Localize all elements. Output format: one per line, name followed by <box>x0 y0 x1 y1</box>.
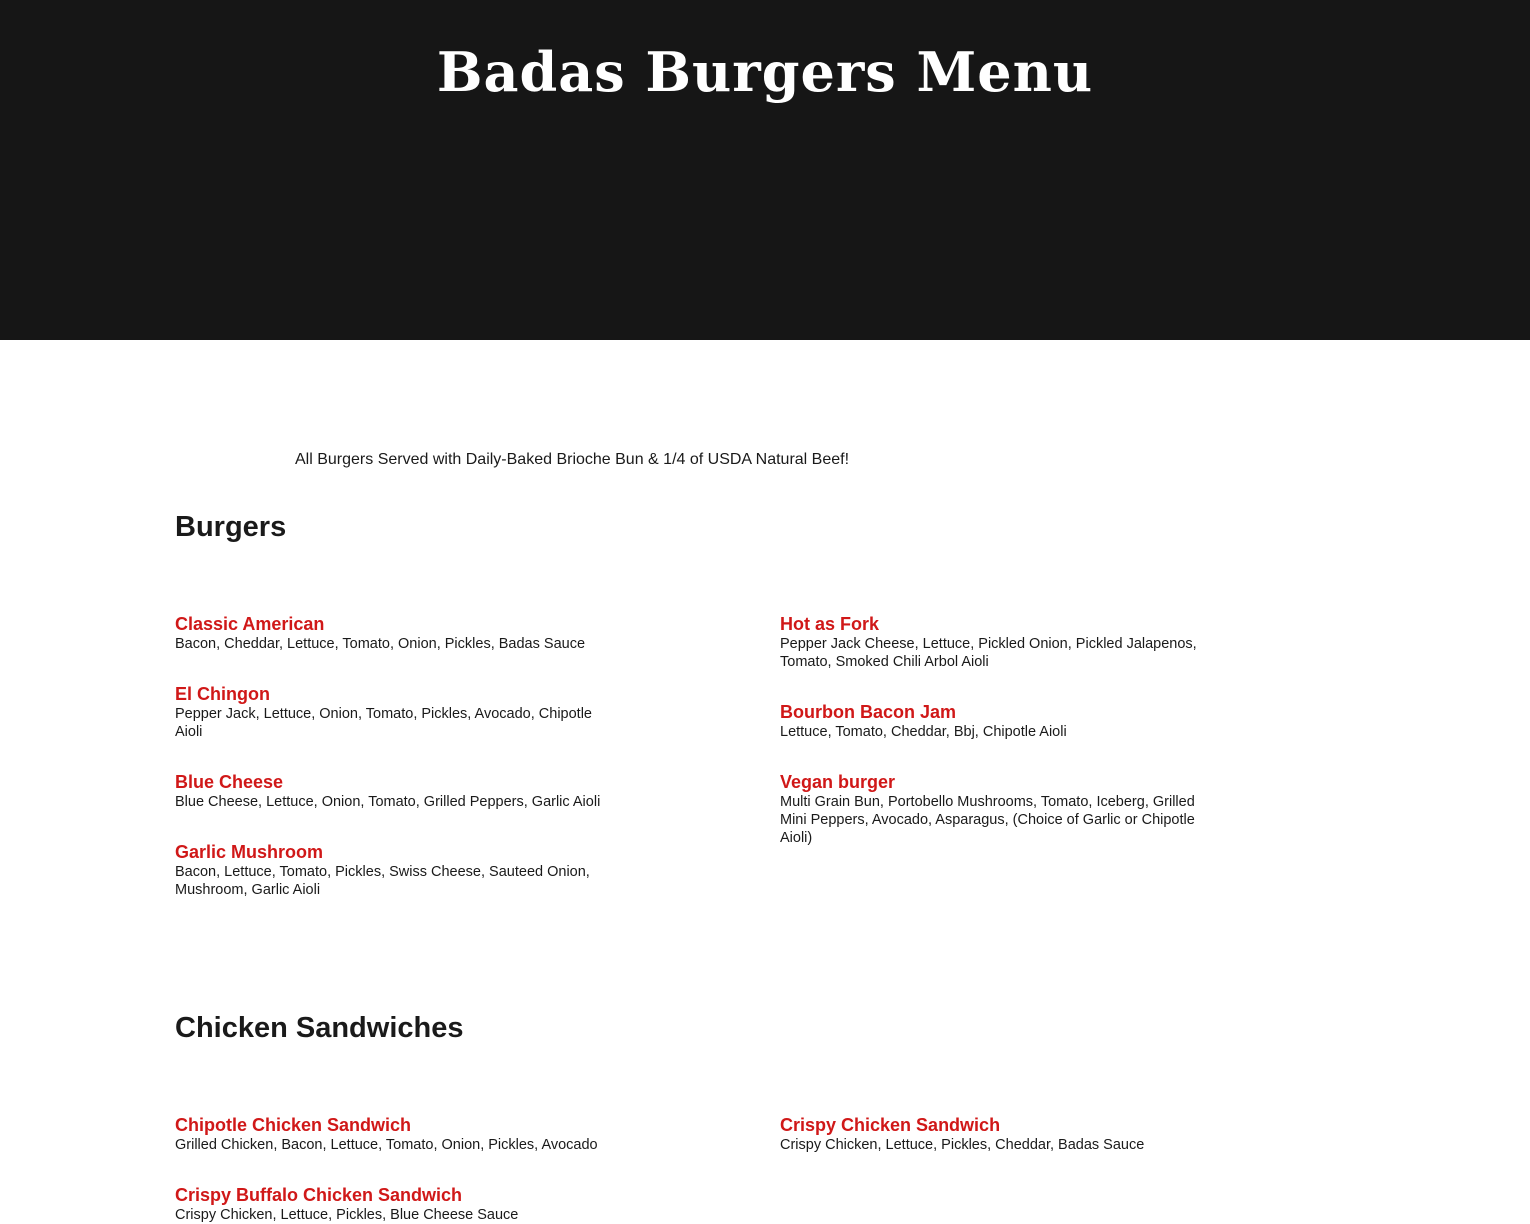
menu-item-description: Multi Grain Bun, Portobello Mushrooms, Tomato, Iceberg, Grilled Mini Peppers, Avocado, Asparagus, (Choice of Garlic or Chipotle Aioli) <box>780 794 1195 846</box>
menu-item <box>175 842 615 899</box>
menu-item-description: Bacon, Cheddar, Lettuce, Tomato, Onion, Pickles, Badas Sauce <box>175 636 586 652</box>
menu-item-name: Bourbon Bacon Jam <box>780 702 957 722</box>
menu-item <box>780 614 1220 671</box>
menu-item-name: Hot as Fork <box>780 614 880 634</box>
menu-item-description: Crispy Chicken, Lettuce, Pickles, Cheddar, Badas Sauce <box>780 1137 1145 1153</box>
menu-item <box>175 684 615 741</box>
menu-item-name: Blue Cheese <box>175 772 284 792</box>
page-title: Badas Burgers Menu <box>436 40 1094 104</box>
menu-item <box>175 1185 615 1224</box>
menu-item-description: Crispy Chicken, Lettuce, Pickles, Blue Cheese Sauce <box>175 1207 519 1223</box>
menu-item <box>780 1115 1220 1154</box>
menu-item <box>780 702 1220 741</box>
menu-tagline: All Burgers Served with Daily-Baked Brioche Bun & 1/4 of USDA Natural Beef! <box>295 451 850 468</box>
section-title-chicken-sandwiches: Chicken Sandwiches <box>175 1012 464 1044</box>
menu-item <box>780 772 1220 847</box>
menu-item-name: Classic American <box>175 614 325 634</box>
menu-item-name: El Chingon <box>175 684 270 704</box>
menu-item <box>175 614 615 653</box>
hero-banner <box>0 0 1530 340</box>
menu-item-name: Garlic Mushroom <box>175 842 324 862</box>
menu-item-name: Crispy Buffalo Chicken Sandwich <box>175 1185 463 1205</box>
menu-item-description: Bacon, Lettuce, Tomato, Pickles, Swiss Cheese, Sauteed Onion, Mushroom, Garlic Aioli <box>175 864 590 898</box>
menu-item-description: Grilled Chicken, Bacon, Lettuce, Tomato, Onion, Pickles, Avocado <box>175 1137 598 1153</box>
menu-item-name: Vegan burger <box>780 772 896 792</box>
menu-item-description: Pepper Jack, Lettuce, Onion, Tomato, Pickles, Avocado, Chipotle Aioli <box>175 706 592 740</box>
menu-item-description: Lettuce, Tomato, Cheddar, Bbj, Chipotle Aioli <box>780 724 1067 740</box>
menu-item-description: Blue Cheese, Lettuce, Onion, Tomato, Grilled Peppers, Garlic Aioli <box>175 794 601 810</box>
menu-item <box>175 1115 615 1154</box>
menu-item-description: Pepper Jack Cheese, Lettuce, Pickled Onion, Pickled Jalapenos, Tomato, Smoked Chili Arbol Aioli <box>780 636 1197 670</box>
section-title-burgers: Burgers <box>175 511 287 543</box>
menu-item <box>175 772 615 811</box>
menu-item-name: Chipotle Chicken Sandwich <box>175 1115 412 1135</box>
menu-item-name: Crispy Chicken Sandwich <box>780 1115 1001 1135</box>
